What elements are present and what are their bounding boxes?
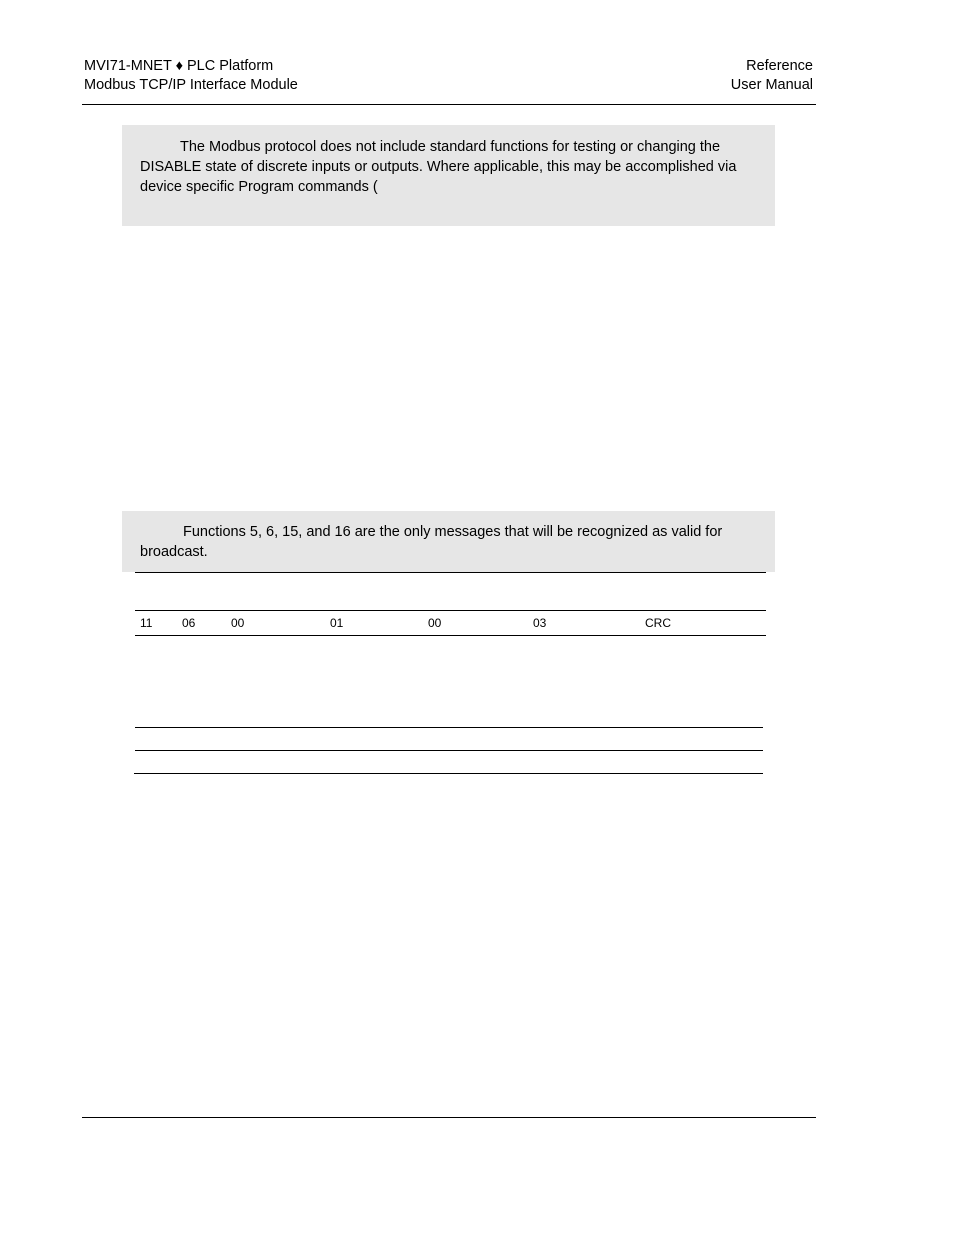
product-title: MVI71-MNET ♦ PLC Platform: [84, 58, 274, 74]
footer-divider: [82, 1117, 816, 1118]
table-row: [0, 616, 954, 632]
table-cell-slave-address: 11: [140, 616, 153, 630]
table-cell-function: 06: [182, 616, 196, 630]
section-name: Reference: [746, 58, 813, 74]
note-box-disable-state: [122, 125, 775, 226]
table-cell-value-hi: 00: [428, 616, 442, 630]
header-divider: [82, 104, 816, 105]
table2-mid-rule: [135, 750, 763, 751]
running-header-left: [84, 57, 298, 95]
note-text: The Modbus protocol does not include standard functions for testing or changing the DISABLE state of discrete inputs or outputs. Where applicable, this may be accomplished via device specific Program commands (: [140, 139, 737, 195]
table-header-rule: [135, 610, 766, 611]
table-top-rule: [135, 572, 766, 573]
note-text: Functions 5, 6, 15, and 16 are the only messages that will be recognized as valid for broadcast.: [140, 524, 723, 560]
product-subtitle: Modbus TCP/IP Interface Module: [84, 77, 298, 93]
table-bottom-rule: [135, 635, 766, 636]
running-header-right: [731, 57, 813, 95]
note-box-broadcast: [122, 511, 775, 572]
table-cell-crc: CRC: [645, 616, 671, 630]
table-cell-value-lo: 03: [533, 616, 547, 630]
table2-top-rule: [135, 727, 763, 728]
table-cell-register-hi: 00: [231, 616, 245, 630]
manual-type: User Manual: [730, 77, 813, 93]
table-cell-register-lo: 01: [330, 616, 344, 630]
table2-bottom-rule: [134, 773, 763, 774]
